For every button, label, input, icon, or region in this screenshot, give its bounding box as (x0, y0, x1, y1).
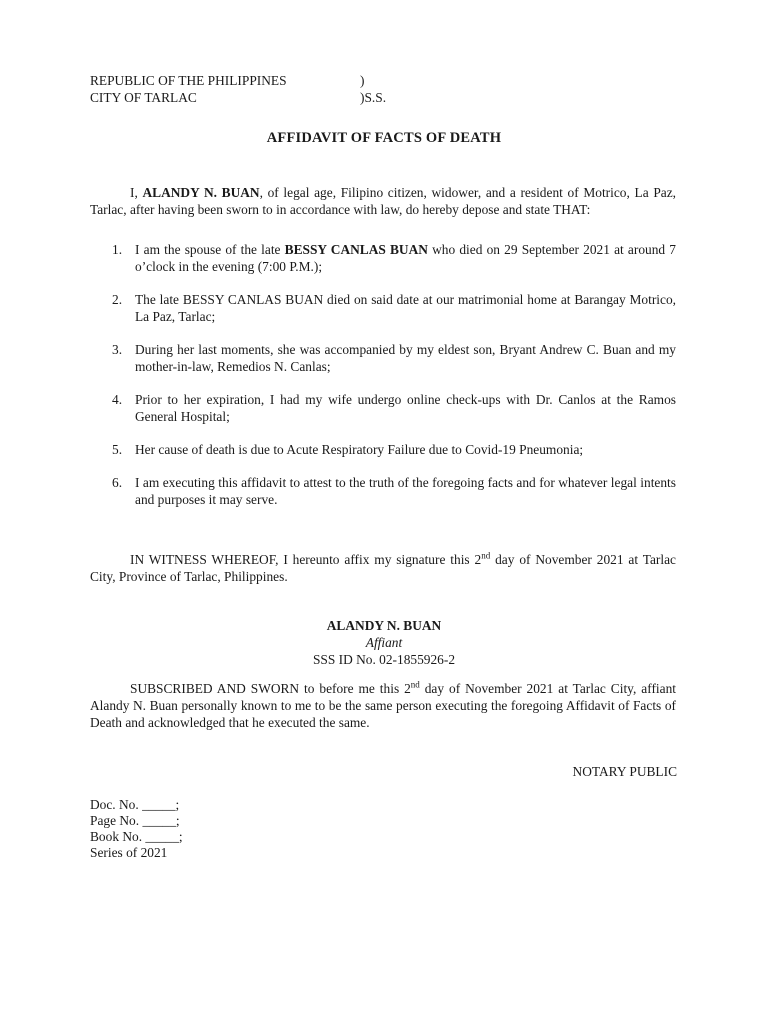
fact-text: During her last moments, she was accompanied by my eldest son, Bryant Andrew C. Buan and my mother-in-law, Remedios N. Canlas; (135, 342, 676, 374)
doc-no: Doc. No. _____; (90, 797, 180, 812)
fact-number: 1. (112, 242, 123, 257)
venue-bracket: ) (360, 73, 365, 88)
intro-prefix: I, (130, 185, 143, 200)
affiant-name-bold: ALANDY N. BUAN (142, 185, 260, 200)
fact-text: I am executing this affidavit to attest to the truth of the foregoing facts and for whatever legal intents and purposes it may serve. (135, 475, 676, 507)
fact-number: 5. (112, 442, 123, 457)
fact-item (90, 474, 676, 508)
fact-number: 3. (112, 342, 123, 357)
fact-text: The late BESSY CANLAS BUAN died on said date at our matrimonial home at Barangay Motrico, La Paz, Tarlac; (135, 292, 676, 324)
series-year: Series of 2021 (90, 845, 168, 860)
jurat-text-after: day of November 2021 at Tarlac City, affiant Alandy N. Buan personally known to me to be the same person executing the foregoing Affidavit of Facts of Death and acknowledged that he executed the same. (90, 681, 676, 730)
venue-row-city (90, 89, 430, 106)
affiant-label: Affiant (365, 635, 403, 650)
venue-republic: REPUBLIC OF THE PHILIPPINES (90, 73, 287, 88)
fact-item (90, 341, 676, 375)
fact-item (90, 291, 676, 325)
fact-text-prefix: I am the spouse of the late (135, 242, 285, 257)
fact-number: 4. (112, 392, 123, 407)
fact-text-rest: who died on 29 September 2021 at around 7 o’clock in the evening (7:00 P.M.); (135, 242, 676, 274)
fact-item (90, 441, 676, 458)
venue-row-republic (90, 72, 430, 89)
witness-text-before: IN WITNESS WHEREOF, I hereunto affix my signature this 2 (130, 552, 482, 567)
witness-text-after: day of November 2021 at Tarlac City, Province of Tarlac, Philippines. (90, 552, 676, 584)
intro-paragraph (90, 184, 676, 218)
witness-ordinal: nd (481, 550, 491, 561)
venue-city: CITY OF TARLAC (90, 90, 197, 105)
venue-ss: )S.S. (360, 90, 387, 105)
jurat-paragraph (90, 680, 676, 731)
notarial-register (90, 796, 183, 860)
witness-paragraph (90, 551, 676, 585)
affiant-id: SSS ID No. 02-1855926-2 (312, 652, 456, 667)
fact-number: 6. (112, 475, 123, 490)
book-no: Book No. _____; (90, 829, 183, 844)
fact-item (90, 241, 676, 275)
fact-text: Her cause of death is due to Acute Respiratory Failure due to Covid-19 Pneumonia; (135, 442, 584, 457)
fact-text: Prior to her expiration, I had my wife undergo online check-ups with Dr. Canlos at the Ramos General Hospital; (135, 392, 676, 424)
notary-public-label: NOTARY PUBLIC (572, 764, 677, 779)
facts-list (90, 241, 676, 524)
jurat-ordinal: nd (410, 679, 420, 690)
intro-rest: , of legal age, Filipino citizen, widower, and a resident of Motrico, La Paz, Tarlac, after having been sworn to in accordance with law, do hereby depose and state THAT: (90, 185, 676, 217)
page-no: Page No. _____; (90, 813, 180, 828)
jurat-text-before: SUBSCRIBED AND SWORN to before me this 2 (130, 681, 411, 696)
deceased-name-bold: BESSY CANLAS BUAN (284, 242, 428, 257)
fact-number: 2. (112, 292, 123, 307)
fact-item (90, 391, 676, 425)
venue-block (90, 72, 430, 106)
affiant-signature-name: ALANDY N. BUAN (326, 618, 442, 633)
document-title: AFFIDAVIT OF FACTS OF DEATH (266, 130, 502, 146)
